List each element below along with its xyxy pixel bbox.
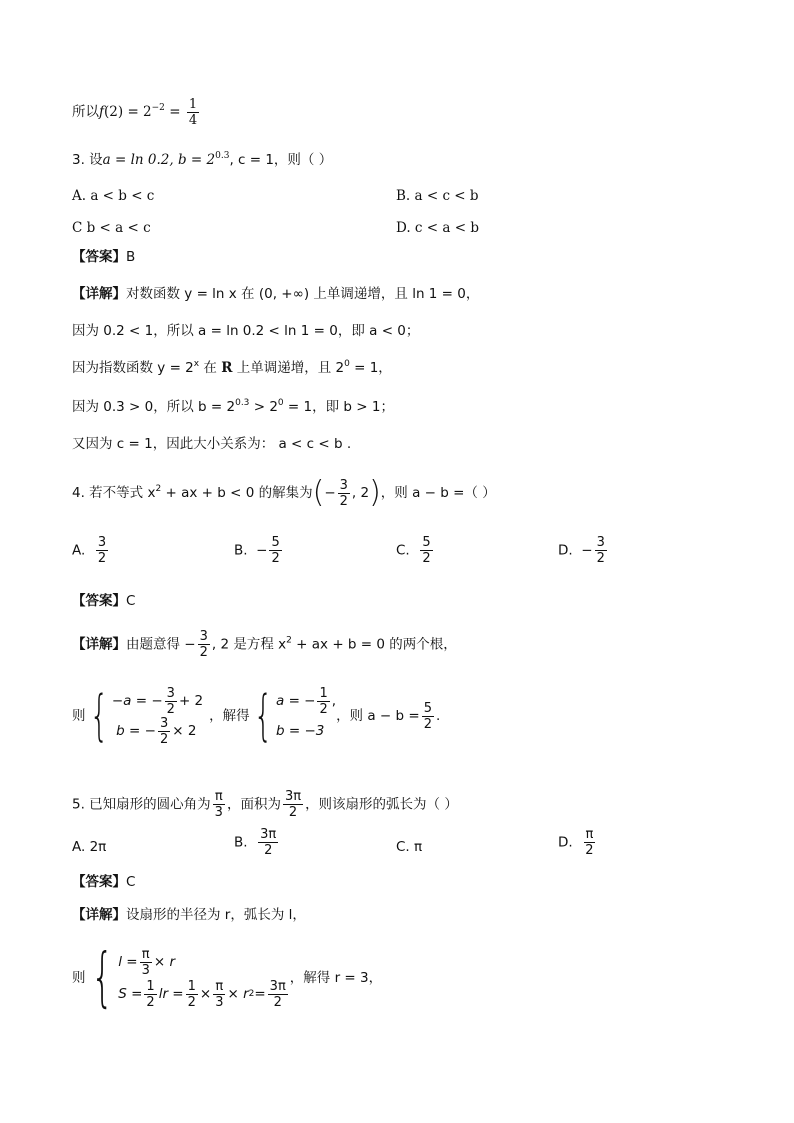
t: . — [435, 708, 441, 724]
q3-detail-5: 又因为 c = 1，因此大小关系为： a < c < b . — [72, 436, 352, 452]
fraction — [420, 536, 432, 565]
t: > 2 — [249, 399, 278, 415]
num: 5 — [422, 535, 431, 550]
label: C. — [396, 542, 410, 559]
exp: x — [193, 359, 200, 369]
t: + ax + b < 0 的解集为 — [161, 485, 313, 501]
equation-row — [276, 718, 336, 744]
answer-tag: 【答案】 — [72, 249, 126, 265]
text-prefix: 所以 — [72, 104, 99, 120]
q4-option-d — [558, 536, 609, 565]
equation-row — [112, 715, 203, 747]
fraction-1-4 — [187, 98, 199, 127]
q5-detail-1 — [72, 905, 306, 925]
q4-option-a — [72, 536, 110, 565]
q3-math: a = ln 0.2, b = 2 — [102, 152, 216, 168]
detail-tag: 【详解】 — [72, 636, 126, 653]
q5-option-b — [234, 828, 280, 857]
q3-detail-4 — [72, 397, 394, 417]
fraction — [258, 828, 278, 857]
fraction — [422, 702, 434, 731]
line-f2: 所以$f(2) = 2^{-2}$ = $\frac{1}{4}$ — [72, 97, 198, 128]
left-brace: { — [89, 684, 109, 747]
label: D. — [558, 542, 573, 559]
num: 3π — [269, 978, 286, 994]
q5-option-d — [558, 828, 598, 857]
t: 则 — [72, 970, 86, 986]
fraction — [317, 687, 329, 716]
equation-system — [118, 946, 290, 1010]
den: 2 — [264, 843, 273, 858]
q3-option-b: B. a < c < b — [396, 188, 479, 204]
num: 3 — [97, 535, 107, 550]
num: 1 — [319, 685, 328, 701]
den: 2 — [199, 645, 208, 660]
num: 3π — [284, 789, 302, 804]
q5-system — [72, 941, 383, 1015]
t: × 2 — [172, 723, 197, 739]
label: D. — [558, 834, 573, 851]
t: 因为指数函数 y = 2 — [72, 360, 194, 376]
t: ，解得 r = 3， — [289, 970, 383, 986]
answer-tag: 【答案】 — [72, 874, 126, 890]
num: 3π — [260, 827, 277, 842]
num: 1 — [188, 97, 198, 112]
fraction — [283, 790, 303, 819]
answer-value: B — [126, 249, 136, 265]
q4-detail-1 — [72, 630, 457, 659]
label: B. — [234, 542, 248, 559]
num: π — [215, 978, 224, 994]
den: 4 — [188, 113, 198, 128]
num: π — [141, 946, 150, 962]
t: 在 — [199, 360, 222, 376]
q5-stem — [72, 790, 458, 819]
fraction — [583, 828, 595, 857]
q4-option-c — [396, 536, 435, 565]
den: 2 — [288, 805, 298, 820]
num: 3 — [339, 477, 348, 493]
equation-row — [118, 946, 290, 978]
den: 2 — [187, 994, 196, 1010]
t: lr = — [158, 986, 184, 1002]
den: 2 — [319, 701, 328, 717]
den: 2 — [166, 701, 175, 717]
q3-option-a: A. a < b < c — [72, 188, 155, 204]
den: 2 — [271, 551, 280, 566]
q3-answer — [72, 247, 135, 267]
t: 4. 若不等式 x — [72, 485, 156, 501]
num: 5 — [423, 700, 432, 716]
f-arg: 2 — [109, 104, 118, 120]
num: π — [585, 827, 594, 842]
f-symbol: f — [99, 104, 104, 120]
den: 3 — [214, 805, 223, 820]
den: 2 — [596, 551, 605, 566]
den: 2 — [146, 994, 155, 1010]
equation-row: S = $\frac{1}{2}$ lr = $\frac{1}{2}$ × $\frac{\pi}{3}$ × r 2 = $\frac{3\pi}{2}$ — [118, 978, 286, 1010]
equation-system-2 — [276, 685, 337, 744]
answer-tag: 【答案】 — [72, 593, 126, 609]
left-brace: { — [253, 684, 273, 747]
fraction — [269, 536, 281, 565]
num: 1 — [187, 978, 196, 994]
q3-detail-3 — [72, 358, 392, 378]
t: , 2 是方程 x — [211, 636, 287, 653]
answer-value: C — [126, 874, 136, 890]
eq-text: = 2 — [123, 104, 152, 120]
q5-answer — [72, 872, 135, 892]
den: 3 — [215, 994, 224, 1010]
t: b = − — [116, 723, 156, 739]
detail-tag: 【详解】 — [72, 286, 126, 302]
den: 2 — [159, 731, 169, 747]
q3-stem — [72, 150, 332, 170]
fraction — [213, 790, 225, 819]
t: = — [254, 986, 266, 1002]
q3-detail-1 — [72, 284, 479, 304]
den: 2 — [422, 551, 431, 566]
equation-row — [111, 685, 204, 717]
exp: 2 — [286, 635, 292, 646]
exp: 0.3 — [235, 398, 250, 408]
q5-option-c: C. π — [396, 839, 423, 855]
t: ，则 a − b = — [336, 708, 420, 724]
num: 3 — [166, 685, 175, 701]
t: = 1， — [349, 360, 392, 376]
t: b = −3 — [276, 723, 325, 739]
left-brace: { — [90, 941, 114, 1015]
fraction — [268, 980, 288, 1009]
exp: 0 — [277, 398, 284, 408]
fraction — [158, 717, 170, 746]
t: 因为 0.3 > 0，所以 b = 2 — [72, 399, 236, 415]
num: π — [214, 789, 223, 804]
num: 3 — [159, 715, 169, 731]
t: , 2 — [351, 485, 370, 501]
fraction — [198, 630, 210, 659]
num: 5 — [271, 535, 280, 550]
t: ，面积为 — [226, 796, 281, 813]
t: , — [331, 693, 337, 709]
num: 1 — [146, 978, 155, 994]
q5-option-a: A. 2π — [72, 839, 107, 855]
den: 2 — [585, 843, 594, 858]
t: a = − — [276, 693, 316, 709]
left-paren: ( — [312, 475, 325, 510]
den: 2 — [273, 994, 282, 1010]
fraction — [213, 980, 225, 1009]
t: 由题意得 − — [126, 636, 196, 653]
den: 2 — [97, 551, 107, 566]
answer-value: C — [126, 593, 136, 609]
den: 2 — [423, 716, 432, 732]
num: 3 — [596, 535, 605, 550]
fraction — [144, 980, 156, 1009]
label: A. — [72, 542, 86, 559]
q3-number: 3. 设 — [72, 152, 103, 168]
t: −a = − — [111, 693, 163, 709]
q3-option-c: C b < a < c — [72, 220, 151, 236]
t: + 2 — [178, 693, 204, 709]
detail-text: 对数函数 y = ln x 在 (0, +∞) 上单调递增，且 ln 1 = 0， — [126, 286, 480, 302]
den: 2 — [339, 493, 348, 509]
t: ，则 a − b =（ ） — [380, 485, 496, 501]
t: 则 — [72, 708, 86, 724]
fraction — [165, 687, 177, 716]
t: = 1，即 b > 1； — [283, 399, 394, 415]
q4-answer — [72, 591, 135, 611]
fraction — [96, 536, 108, 565]
t: + ax + b = 0 的两个根， — [291, 636, 457, 653]
equation-row — [276, 685, 337, 717]
fraction — [140, 948, 152, 977]
eq2-text: = — [164, 104, 185, 120]
t: × — [199, 986, 212, 1002]
q4-option-b — [234, 536, 284, 565]
t: × r — [227, 986, 249, 1002]
t: × r — [153, 954, 176, 970]
right-paren: ) — [369, 475, 381, 510]
q4-system — [72, 684, 441, 747]
fraction — [338, 479, 350, 508]
q3-option-d: D. c < a < b — [396, 220, 479, 236]
t: ，解得 — [209, 708, 250, 724]
sign: − — [256, 542, 268, 559]
equation-system-1 — [111, 685, 204, 747]
fraction — [595, 536, 607, 565]
label: B. — [234, 834, 248, 851]
t: l = — [118, 954, 138, 970]
real-set-symbol: R — [221, 360, 233, 376]
q3-tail: , c = 1，则（ ） — [229, 152, 333, 168]
den: 3 — [141, 962, 150, 978]
q4-stem — [72, 475, 496, 510]
num: 3 — [199, 629, 208, 644]
t: − — [324, 485, 336, 501]
exp: 0 — [344, 359, 350, 369]
detail-tag: 【详解】 — [72, 907, 126, 923]
exp: 2 — [155, 484, 162, 494]
fraction — [186, 980, 198, 1009]
exp: −2 — [151, 103, 165, 113]
t: S = — [118, 986, 143, 1002]
q3-exp: 0.3 — [215, 151, 230, 161]
t: 设扇形的半径为 r，弧长为 l， — [126, 907, 306, 923]
t: 上单调递增，且 2 — [232, 360, 345, 376]
t: 5. 已知扇形的圆心角为 — [72, 796, 211, 813]
sign: − — [581, 542, 593, 559]
q3-detail-2: 因为 0.2 < 1，所以 a = ln 0.2 < ln 1 = 0，即 a < 0； — [72, 323, 420, 339]
t: ，则该扇形的弧长为（ ） — [305, 796, 458, 813]
